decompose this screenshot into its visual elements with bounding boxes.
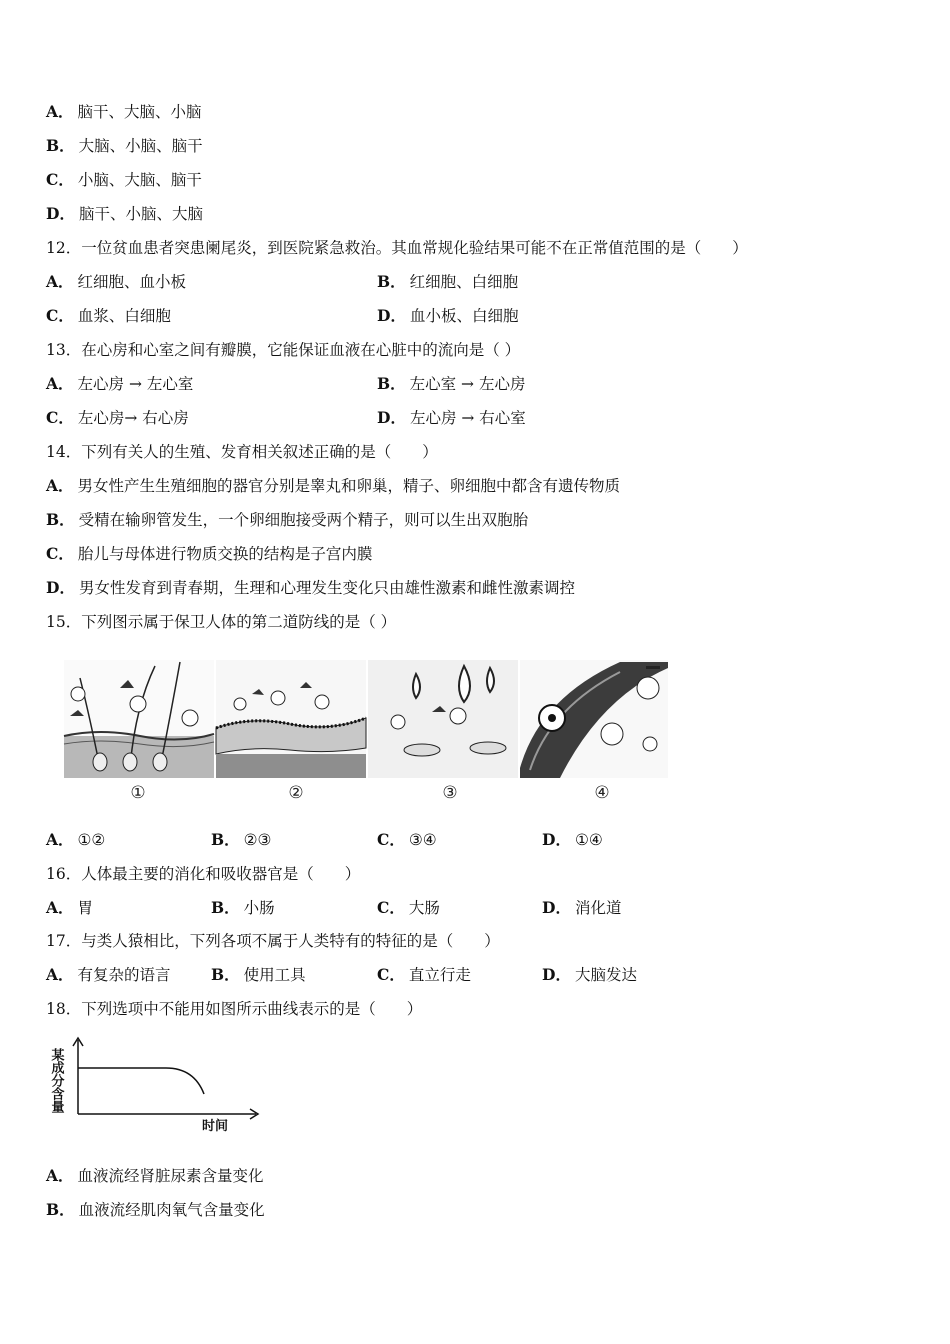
q15-stem: 15．下列图示属于保卫人体的第二道防线的是（ ） [46, 613, 397, 631]
q11-option-a: A． 脑干、大脑、小脑 [46, 102, 202, 121]
y-axis-label: 某成分含量 [48, 1048, 64, 1113]
q18-stem: 18．下列选项中不能用如图所示曲线表示的是（ ） [46, 1000, 423, 1018]
q17-option-b: B． 使用工具 [211, 965, 306, 984]
q15-option-d: D． ①④ [542, 830, 603, 849]
q11-option-b: B． 大脑、小脑、脑干 [46, 136, 203, 155]
q16-stem: 16．人体最主要的消化和吸收器官是（ ） [46, 865, 361, 883]
q13-stem: 13．在心房和心室之间有瓣膜，它能保证血液在心脏中的流向是（ ） [46, 341, 521, 359]
q14-option-c: C． 胎儿与母体进行物质交换的结构是子宫内膜 [46, 544, 373, 563]
q12-option-a: A． 红细胞、血小板 [46, 272, 187, 291]
panel-skin-illustration [64, 660, 214, 778]
q18-option-a: A． 血液流经肾脏尿素含量变化 [46, 1166, 264, 1185]
q16-option-d: D． 消化道 [542, 898, 622, 917]
q16-option-a: A． 胃 [46, 898, 94, 917]
q13-option-d: D． 左心房 → 右心室 [377, 408, 526, 427]
q17-option-d: D． 大脑发达 [542, 965, 637, 984]
q15-defense-figure [60, 658, 670, 806]
figure-label-4: ④ [594, 783, 610, 803]
panel-secretion-illustration [368, 660, 518, 778]
q16-option-c: C． 大肠 [377, 898, 440, 917]
q14-option-d: D． 男女性发育到青春期，生理和心理发生变化只由雄性激素和雌性激素调控 [46, 578, 575, 597]
q12-stem: 12．一位贫血患者突患阑尾炎，到医院紧急救治。其血常规化验结果可能不在正常值范围的是（ ） [46, 239, 748, 257]
q14-option-a: A． 男女性产生生殖细胞的器官分别是睾丸和卵巢，精子、卵细胞中都含有遗传物质 [46, 476, 621, 495]
q15-option-a: A． ①② [46, 830, 106, 849]
x-axis-label: 时间 [202, 1119, 229, 1134]
q11-option-c: C． 小脑、大脑、脑干 [46, 170, 202, 189]
figure-label-2: ② [288, 783, 304, 803]
q17-stem: 17．与类人猿相比，下列各项不属于人类特有的特征的是（ ） [46, 932, 500, 950]
q12-option-c: C． 血浆、白细胞 [46, 306, 171, 325]
q14-option-b: B． 受精在输卵管发生，一个卵细胞接受两个精子，则可以生出双胞胎 [46, 510, 529, 529]
figure-label-3: ③ [442, 783, 458, 803]
q18-option-b: B． 血液流经肌肉氧气含量变化 [46, 1200, 265, 1219]
q13-option-c: C． 左心房→ 右心房 [46, 408, 189, 427]
q13-option-b: B． 左心室 → 左心房 [377, 374, 526, 393]
q11-option-d: D． 脑干、小脑、大脑 [46, 204, 203, 223]
q12-option-d: D． 血小板、白细胞 [377, 306, 519, 325]
panel-phagocyte-illustration [520, 660, 668, 778]
q16-option-b: B． 小肠 [211, 898, 275, 917]
q18-curve-figure [46, 1036, 268, 1136]
q13-option-a: A． 左心房 → 左心室 [46, 374, 194, 393]
q14-stem: 14．下列有关人的生殖、发育相关叙述正确的是（ ） [46, 443, 438, 461]
content-curve [78, 1068, 204, 1094]
q15-option-b: B． ②③ [211, 830, 272, 849]
q12-option-b: B． 红细胞、白细胞 [377, 272, 519, 291]
figure-label-1: ① [130, 783, 146, 803]
q17-option-c: C． 直立行走 [377, 965, 471, 984]
q17-option-a: A． 有复杂的语言 [46, 965, 171, 984]
panel-mucosa-illustration [216, 660, 366, 778]
q15-option-c: C． ③④ [377, 830, 437, 849]
